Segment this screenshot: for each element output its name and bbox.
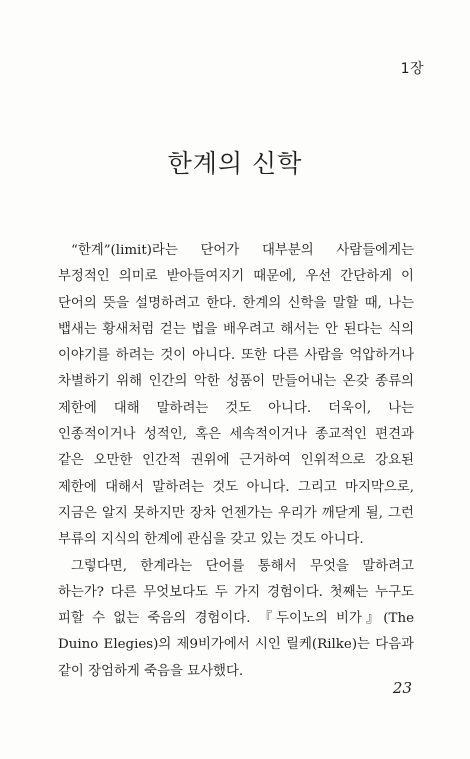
chapter-title: 한계의 신학 [167,149,303,178]
chapter-label: 1장 [400,61,424,77]
paragraph: 그렇다면, 한계라는 단어를 통해서 무엇을 말하려고 하는가? 다른 무엇보다도 두 가지 경험이다. 첫째는 누구도 피할 수 없는 죽음의 경험이다. 『두이노의 비가』(The Duino Elegies)의 제9비가에서 시인 릴케(Rilke)는 다음과 같이 장엄하게 죽음을 묘사했다. [58,558,414,679]
paragraph: “한계”(limit)라는 단어가 대부분의 사람들에게는 부정적인 의미로 받아들여지기 때문에, 우선 간단하게 이 단어의 뜻을 설명하려고 한다. 한계의 신학을 말할 때, 나는 뱁새는 황새처럼 걷는 법을 배우려고 해서는 안 된다는 식의 이야기를 하려는 것이 아니다. 또한 다른 사람을 억압하거나 차별하기 위해 인간의 악한 성품이 만들어내는 온갖 종류의 제한에 대해 말하려는 것도 아니다. 더욱이, 나는 인종적이거나 성적인, 혹은 세속적이거나 종교적인 편견과 같은 오만한 인간적 권위에 근거하여 인위적으로 강요된 제한에 대해서 말하려는 것도 아니다. 그리고 마지막으로, 지금은 알지 못하지만 장차 언젠가는 우리가 깨닫게 될, 그런 부류의 지식의 한계에 관심을 갖고 있는 것도 아니다. [58,243,414,548]
body-text [58,238,414,685]
page-number: 23 [392,679,412,697]
